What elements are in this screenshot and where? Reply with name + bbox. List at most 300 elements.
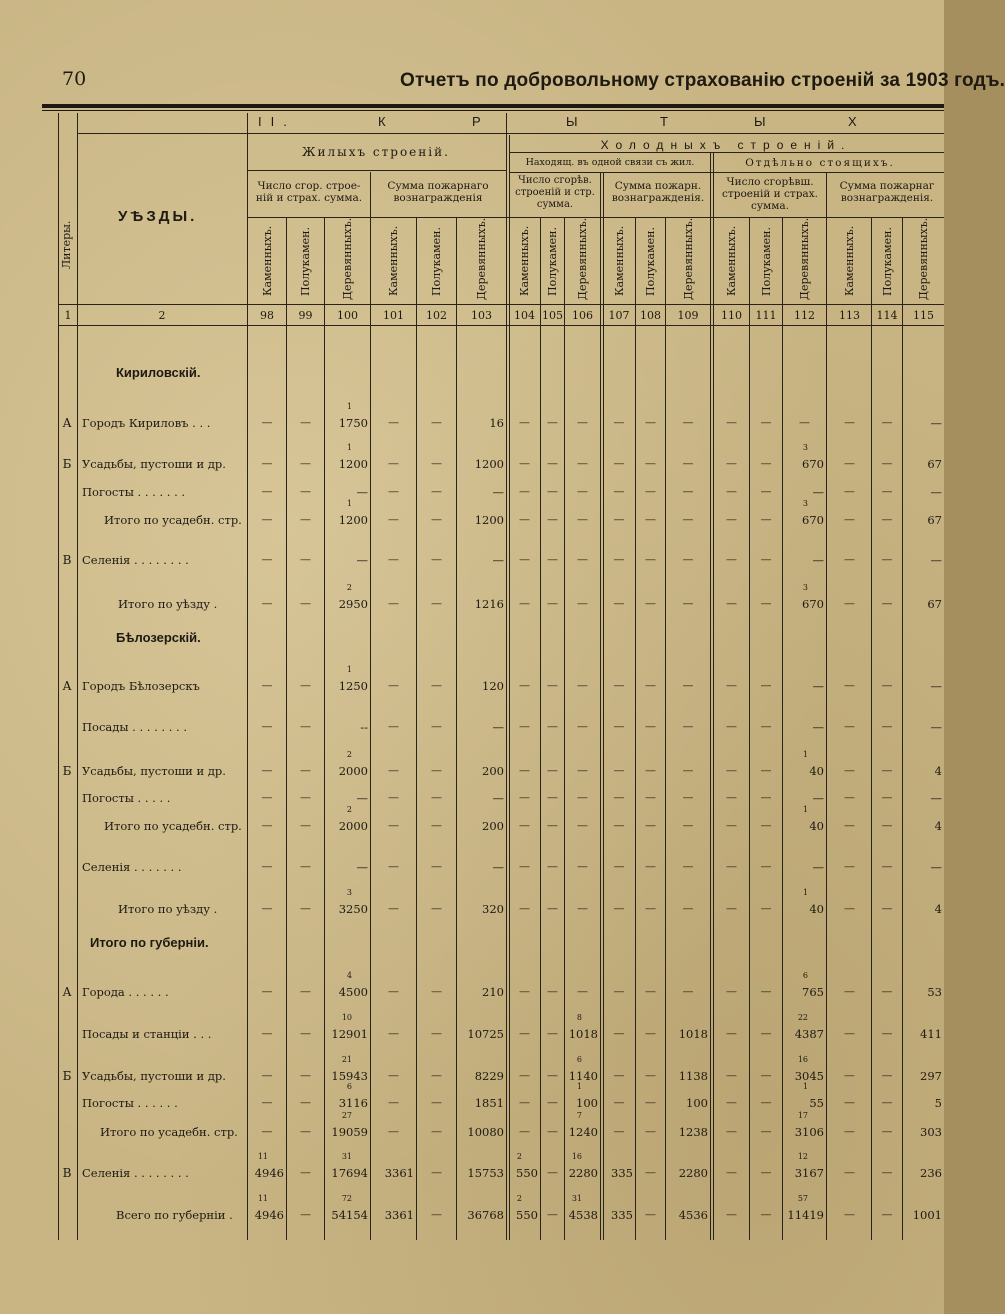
cell-value: 4946 bbox=[254, 1166, 284, 1180]
cell-value: 67 bbox=[927, 457, 942, 471]
empty-cell: — bbox=[844, 902, 855, 915]
cell-value: 1200 bbox=[474, 457, 504, 471]
empty-cell: — bbox=[760, 1125, 772, 1138]
material-header: Полукамен. bbox=[546, 226, 559, 296]
empty-cell: — bbox=[682, 819, 694, 832]
empty-cell: — bbox=[261, 985, 273, 998]
empty-cell: — bbox=[613, 764, 625, 777]
summa-header-2: Сумма пожарн. вознагражденія. bbox=[611, 180, 705, 204]
cell-value: — bbox=[930, 485, 942, 499]
empty-cell: — bbox=[261, 1096, 273, 1109]
material-header: Деревянныхъ. bbox=[576, 217, 589, 300]
cell-value: 550 bbox=[516, 1208, 538, 1222]
cell-value: 320 bbox=[482, 902, 504, 916]
empty-cell: — bbox=[431, 1166, 442, 1179]
empty-cell: — bbox=[645, 1096, 656, 1109]
header-rule-row bbox=[77, 133, 944, 134]
material-header: Полукамен. bbox=[299, 226, 312, 296]
empty-cell: — bbox=[760, 457, 772, 470]
row-label: Итого по уѣзду . bbox=[118, 902, 218, 916]
empty-cell: — bbox=[261, 764, 273, 777]
empty-cell: — bbox=[519, 1069, 530, 1082]
row-label: Усадьбы, пустоши и др. bbox=[82, 457, 226, 471]
cell-value: 4946 bbox=[254, 1208, 284, 1222]
row-label: Итого по усадебн. стр. bbox=[100, 1125, 238, 1139]
empty-cell: — bbox=[682, 485, 694, 498]
empty-cell: — bbox=[760, 597, 772, 610]
cell-count: 57 bbox=[797, 1194, 808, 1203]
cell-count: 3 bbox=[802, 499, 808, 508]
empty-cell: — bbox=[547, 679, 558, 692]
cell-value: 1138 bbox=[678, 1069, 708, 1083]
empty-cell: — bbox=[881, 1027, 893, 1040]
row-label: Погосты . . . . . . bbox=[82, 1096, 178, 1110]
empty-cell: — bbox=[682, 416, 694, 429]
cell-value: 236 bbox=[920, 1166, 942, 1180]
empty-cell: — bbox=[388, 679, 399, 692]
cell-count: 6 bbox=[802, 971, 808, 980]
cell-count: 12 bbox=[797, 1152, 808, 1161]
cell-value: — bbox=[492, 553, 504, 567]
empty-cell: — bbox=[547, 985, 558, 998]
empty-cell: — bbox=[645, 513, 656, 526]
empty-cell: — bbox=[682, 513, 694, 526]
empty-cell: — bbox=[645, 1166, 656, 1179]
empty-cell: — bbox=[261, 720, 273, 733]
column-number: 100 bbox=[337, 309, 358, 322]
cell-value: 200 bbox=[482, 764, 504, 778]
chislo-header-3: Число сгорѣвш. строеній и страх. сумма. bbox=[722, 176, 818, 212]
cell-value: 1851 bbox=[474, 1096, 504, 1110]
cell-value: 40 bbox=[809, 902, 824, 916]
empty-cell: — bbox=[760, 416, 772, 429]
empty-cell: — bbox=[613, 1096, 625, 1109]
empty-cell: — bbox=[613, 1125, 625, 1138]
empty-cell: — bbox=[547, 553, 558, 566]
row-label: Усадьбы, пустоши и др. bbox=[82, 1069, 226, 1083]
empty-cell: — bbox=[431, 1208, 442, 1221]
cell-value: — bbox=[492, 485, 504, 499]
empty-cell: — bbox=[261, 902, 273, 915]
summa-header-1: Сумма пожарнаго вознагражденія bbox=[387, 180, 489, 204]
empty-cell: — bbox=[726, 791, 737, 804]
empty-cell: — bbox=[261, 860, 273, 873]
cell-value: 670 bbox=[802, 597, 824, 611]
cell-value: 4387 bbox=[794, 1027, 824, 1041]
empty-cell: — bbox=[760, 1069, 772, 1082]
cell-value: 2950 bbox=[338, 597, 368, 611]
empty-cell: — bbox=[547, 1166, 558, 1179]
empty-cell: — bbox=[881, 553, 893, 566]
cell-value: 550 bbox=[516, 1166, 538, 1180]
empty-cell: — bbox=[300, 1208, 311, 1221]
cell-count: 27 bbox=[341, 1111, 352, 1120]
cell-value: 1200 bbox=[338, 457, 368, 471]
summa-header-3: Сумма пожарнаг вознагражденія. bbox=[839, 180, 935, 204]
empty-cell: — bbox=[881, 720, 893, 733]
row-litera: В bbox=[62, 553, 72, 567]
empty-cell: — bbox=[388, 416, 399, 429]
row-label: Погосты . . . . . bbox=[82, 791, 171, 805]
empty-cell: — bbox=[431, 902, 442, 915]
empty-cell: — bbox=[726, 1027, 737, 1040]
empty-cell: — bbox=[300, 764, 311, 777]
empty-cell: — bbox=[261, 485, 273, 498]
cell-value: 4500 bbox=[338, 985, 368, 999]
cell-count: 1 bbox=[576, 1082, 582, 1091]
empty-cell: — bbox=[881, 597, 893, 610]
litery-header: Литеры. bbox=[60, 220, 73, 270]
empty-cell: — bbox=[577, 679, 588, 692]
empty-cell: — bbox=[760, 553, 772, 566]
empty-cell: — bbox=[300, 1125, 311, 1138]
empty-cell: — bbox=[431, 720, 442, 733]
cell-value: 4 bbox=[934, 764, 942, 778]
empty-cell: — bbox=[645, 819, 656, 832]
empty-cell: — bbox=[881, 985, 893, 998]
column-number: 108 bbox=[640, 309, 661, 322]
material-header: Деревянныхъ. bbox=[341, 217, 354, 300]
row-label: Итого по усадебн. стр. bbox=[104, 819, 242, 833]
empty-cell: — bbox=[760, 985, 772, 998]
empty-cell: — bbox=[726, 416, 737, 429]
empty-cell: — bbox=[760, 791, 772, 804]
empty-cell: — bbox=[645, 720, 656, 733]
empty-cell: — bbox=[547, 513, 558, 526]
empty-cell: — bbox=[577, 597, 588, 610]
row-label: Селенія . . . . . . . . bbox=[82, 1166, 189, 1180]
cell-value: 120 bbox=[482, 679, 504, 693]
cell-value: 40 bbox=[809, 819, 824, 833]
cell-value: — bbox=[356, 553, 368, 567]
empty-cell: — bbox=[613, 416, 625, 429]
cell-value: 1750 bbox=[338, 416, 368, 430]
empty-cell: — bbox=[613, 513, 625, 526]
cell-count: 21 bbox=[341, 1055, 352, 1064]
group-top-4: Ы bbox=[566, 114, 587, 129]
empty-cell: — bbox=[645, 457, 656, 470]
empty-cell: — bbox=[760, 513, 772, 526]
empty-cell: — bbox=[682, 985, 694, 998]
empty-cell: — bbox=[844, 597, 855, 610]
cell-count: 8 bbox=[576, 1013, 582, 1022]
empty-cell: — bbox=[388, 597, 399, 610]
empty-cell: — bbox=[431, 1069, 442, 1082]
group-top-2: К bbox=[378, 114, 395, 129]
material-header: Деревянныхъ. bbox=[475, 217, 488, 300]
empty-cell: — bbox=[300, 902, 311, 915]
empty-cell: — bbox=[431, 513, 442, 526]
column-number: 104 bbox=[514, 309, 535, 322]
column-number: 1 bbox=[64, 309, 72, 322]
empty-cell: — bbox=[300, 985, 311, 998]
material-header: Деревянныхъ. bbox=[917, 217, 930, 300]
empty-cell: — bbox=[799, 416, 810, 429]
row-label: Посады и станціи . . . bbox=[82, 1027, 212, 1041]
row-label: Усадьбы, пустоши и др. bbox=[82, 764, 226, 778]
cell-value: — bbox=[812, 791, 824, 805]
cell-value: — bbox=[812, 553, 824, 567]
empty-cell: — bbox=[645, 416, 656, 429]
cell-count: 31 bbox=[341, 1152, 352, 1161]
empty-cell: — bbox=[613, 1069, 625, 1082]
cell-count: 1 bbox=[802, 750, 808, 759]
cell-value: 36768 bbox=[467, 1208, 504, 1222]
column-number: 113 bbox=[839, 309, 860, 322]
cell-count: 1 bbox=[802, 1082, 808, 1091]
column-number: 114 bbox=[876, 309, 898, 322]
empty-cell: — bbox=[844, 679, 855, 692]
cell-value: 4 bbox=[934, 902, 942, 916]
cell-value: 670 bbox=[802, 513, 824, 527]
empty-cell: — bbox=[726, 764, 737, 777]
cell-value: 16 bbox=[489, 416, 504, 430]
row-label: Всего по губерніи . bbox=[116, 1208, 233, 1222]
empty-cell: — bbox=[547, 1027, 558, 1040]
empty-cell: — bbox=[519, 985, 530, 998]
empty-cell: — bbox=[760, 720, 772, 733]
chislo-header-2: Число сгорѣв. строеній и стр. сумма. bbox=[515, 175, 595, 210]
empty-cell: — bbox=[645, 902, 656, 915]
empty-cell: — bbox=[431, 791, 442, 804]
empty-cell: — bbox=[760, 485, 772, 498]
empty-cell: — bbox=[844, 1069, 855, 1082]
empty-cell: — bbox=[682, 553, 694, 566]
empty-cell: — bbox=[844, 553, 855, 566]
row-label: Городъ Кириловъ . . . bbox=[82, 416, 211, 430]
empty-cell: — bbox=[726, 860, 737, 873]
cell-value: — bbox=[356, 791, 368, 805]
group-top-7: Х bbox=[848, 114, 866, 129]
empty-cell: — bbox=[300, 597, 311, 610]
empty-cell: — bbox=[519, 720, 530, 733]
empty-cell: — bbox=[613, 597, 625, 610]
empty-cell: — bbox=[613, 457, 625, 470]
cell-value: 3116 bbox=[338, 1096, 368, 1110]
empty-cell: — bbox=[431, 679, 442, 692]
material-header: Каменныхъ. bbox=[843, 225, 856, 297]
empty-cell: — bbox=[645, 791, 656, 804]
empty-cell: — bbox=[388, 485, 399, 498]
empty-cell: — bbox=[519, 764, 530, 777]
empty-cell: — bbox=[519, 597, 530, 610]
cell-value: 200 bbox=[482, 819, 504, 833]
page-title: Отчетъ по добровольному страхованію строеній за 1903 годъ. bbox=[400, 70, 1005, 91]
empty-cell: — bbox=[300, 1069, 311, 1082]
cell-count: 1 bbox=[346, 665, 352, 674]
empty-cell: — bbox=[261, 679, 273, 692]
empty-cell: — bbox=[577, 819, 588, 832]
empty-cell: — bbox=[844, 819, 855, 832]
cell-value: 335 bbox=[611, 1166, 633, 1180]
empty-cell: — bbox=[726, 457, 737, 470]
cell-value: 5 bbox=[934, 1096, 942, 1110]
cell-value: 1238 bbox=[678, 1125, 708, 1139]
cell-count: 1 bbox=[802, 805, 808, 814]
uezdy-header: УѢЗДЫ. bbox=[118, 208, 198, 225]
cell-value: -- bbox=[360, 720, 368, 734]
empty-cell: — bbox=[881, 513, 893, 526]
material-header: Полукамен. bbox=[880, 226, 894, 296]
empty-cell: — bbox=[881, 416, 893, 429]
cell-value: 1240 bbox=[568, 1125, 598, 1139]
cell-value: 8229 bbox=[474, 1069, 504, 1083]
empty-cell: — bbox=[760, 1096, 772, 1109]
cell-count: 3 bbox=[802, 583, 808, 592]
cell-count: 1 bbox=[802, 888, 808, 897]
row-label: Городъ Бѣлозерскъ bbox=[82, 679, 200, 693]
empty-cell: — bbox=[881, 1096, 893, 1109]
material-header: Каменныхъ. bbox=[612, 225, 626, 297]
header-rule-row bbox=[247, 170, 506, 171]
cell-value: 67 bbox=[927, 597, 942, 611]
cell-value: 1018 bbox=[568, 1027, 598, 1041]
section-title: Кириловскій. bbox=[116, 365, 201, 380]
empty-cell: — bbox=[431, 860, 442, 873]
row-label: Селенія . . . . . . . . bbox=[82, 553, 189, 567]
empty-cell: — bbox=[577, 860, 588, 873]
cell-value: 3250 bbox=[338, 902, 368, 916]
empty-cell: — bbox=[613, 679, 625, 692]
empty-cell: — bbox=[844, 720, 855, 733]
cell-value: — bbox=[930, 416, 942, 430]
empty-cell: — bbox=[388, 1096, 399, 1109]
empty-cell: — bbox=[388, 1125, 399, 1138]
cell-value: 1216 bbox=[474, 597, 504, 611]
empty-cell: — bbox=[760, 819, 772, 832]
cell-count: 3 bbox=[346, 888, 352, 897]
cell-value: 3361 bbox=[384, 1166, 414, 1180]
cell-value: 411 bbox=[920, 1027, 942, 1041]
header-rule-row bbox=[509, 172, 944, 173]
column-number: 107 bbox=[608, 309, 630, 322]
empty-cell: — bbox=[726, 1069, 737, 1082]
column-rule bbox=[826, 172, 827, 1240]
cell-count: 2 bbox=[346, 750, 352, 759]
cell-count: 2 bbox=[516, 1152, 522, 1161]
empty-cell: — bbox=[547, 457, 558, 470]
header-rule-row bbox=[58, 304, 944, 305]
empty-cell: — bbox=[300, 1166, 311, 1179]
column-rule bbox=[506, 113, 507, 1240]
empty-cell: — bbox=[547, 720, 558, 733]
empty-cell: — bbox=[645, 485, 656, 498]
material-header: Каменныхъ. bbox=[725, 225, 738, 297]
empty-cell: — bbox=[881, 902, 893, 915]
cell-count: 1 bbox=[346, 402, 352, 411]
empty-cell: — bbox=[682, 679, 694, 692]
header-rule-row bbox=[509, 152, 944, 153]
empty-cell: — bbox=[645, 597, 656, 610]
empty-cell: — bbox=[844, 985, 855, 998]
v-svyazi-header: Находящ. въ одной связи съ жил. bbox=[525, 157, 695, 168]
empty-cell: — bbox=[881, 1069, 893, 1082]
cell-count: 2 bbox=[346, 583, 352, 592]
empty-cell: — bbox=[726, 720, 737, 733]
empty-cell: — bbox=[577, 985, 588, 998]
cell-value: 2280 bbox=[568, 1166, 598, 1180]
empty-cell: — bbox=[300, 819, 311, 832]
row-label: Погосты . . . . . . . bbox=[82, 485, 186, 499]
empty-cell: — bbox=[261, 1069, 273, 1082]
cell-value: — bbox=[812, 485, 824, 499]
empty-cell: — bbox=[577, 553, 588, 566]
cell-value: — bbox=[356, 860, 368, 874]
cell-count: 11 bbox=[257, 1152, 268, 1161]
empty-cell: — bbox=[844, 1166, 855, 1179]
row-litera: А bbox=[62, 679, 72, 693]
empty-cell: — bbox=[844, 1027, 855, 1040]
empty-cell: — bbox=[431, 416, 442, 429]
empty-cell: — bbox=[881, 764, 893, 777]
empty-cell: — bbox=[261, 597, 273, 610]
empty-cell: — bbox=[519, 553, 530, 566]
empty-cell: — bbox=[431, 819, 442, 832]
section-title: Бѣлозерскій. bbox=[116, 630, 201, 645]
empty-cell: — bbox=[519, 819, 530, 832]
empty-cell: — bbox=[388, 457, 399, 470]
material-header: Деревянныхъ. bbox=[798, 217, 811, 300]
group-top-1: II. bbox=[258, 114, 296, 129]
cell-value: — bbox=[492, 720, 504, 734]
empty-cell: — bbox=[300, 791, 311, 804]
empty-cell: — bbox=[726, 513, 737, 526]
empty-cell: — bbox=[519, 485, 530, 498]
empty-cell: — bbox=[760, 902, 772, 915]
cell-value: 17694 bbox=[331, 1166, 368, 1180]
cell-value: — bbox=[930, 791, 942, 805]
empty-cell: — bbox=[844, 1125, 855, 1138]
empty-cell: — bbox=[261, 1125, 273, 1138]
empty-cell: — bbox=[881, 1208, 893, 1221]
empty-cell: — bbox=[547, 1096, 558, 1109]
cell-value: — bbox=[492, 860, 504, 874]
empty-cell: — bbox=[577, 902, 588, 915]
empty-cell: — bbox=[519, 513, 530, 526]
header-rule-row bbox=[58, 325, 944, 326]
empty-cell: — bbox=[682, 764, 694, 777]
empty-cell: — bbox=[726, 902, 737, 915]
group-top-3: Р bbox=[472, 114, 490, 129]
empty-cell: — bbox=[547, 819, 558, 832]
empty-cell: — bbox=[388, 791, 399, 804]
cell-value: 670 bbox=[802, 457, 824, 471]
empty-cell: — bbox=[645, 860, 656, 873]
empty-cell: — bbox=[844, 1208, 855, 1221]
cell-value: — bbox=[812, 860, 824, 874]
empty-cell: — bbox=[577, 791, 588, 804]
column-number: 110 bbox=[721, 309, 742, 322]
empty-cell: — bbox=[300, 513, 311, 526]
row-label: Города . . . . . . bbox=[82, 985, 169, 999]
empty-cell: — bbox=[881, 791, 893, 804]
empty-cell: — bbox=[726, 985, 737, 998]
empty-cell: — bbox=[431, 553, 442, 566]
chislo-header-1: Число сгор. строе-ній и страх. сумма. bbox=[255, 180, 363, 204]
cell-value: 15753 bbox=[467, 1166, 504, 1180]
empty-cell: — bbox=[300, 1096, 311, 1109]
empty-cell: — bbox=[682, 791, 694, 804]
empty-cell: — bbox=[760, 1166, 772, 1179]
cell-value: 1001 bbox=[912, 1208, 942, 1222]
empty-cell: — bbox=[388, 860, 399, 873]
empty-cell: — bbox=[300, 553, 311, 566]
material-header: Деревянныхъ. bbox=[681, 217, 695, 300]
cell-value: 40 bbox=[809, 764, 824, 778]
empty-cell: — bbox=[577, 513, 588, 526]
page-number: 70 bbox=[62, 68, 87, 90]
empty-cell: — bbox=[881, 679, 893, 692]
